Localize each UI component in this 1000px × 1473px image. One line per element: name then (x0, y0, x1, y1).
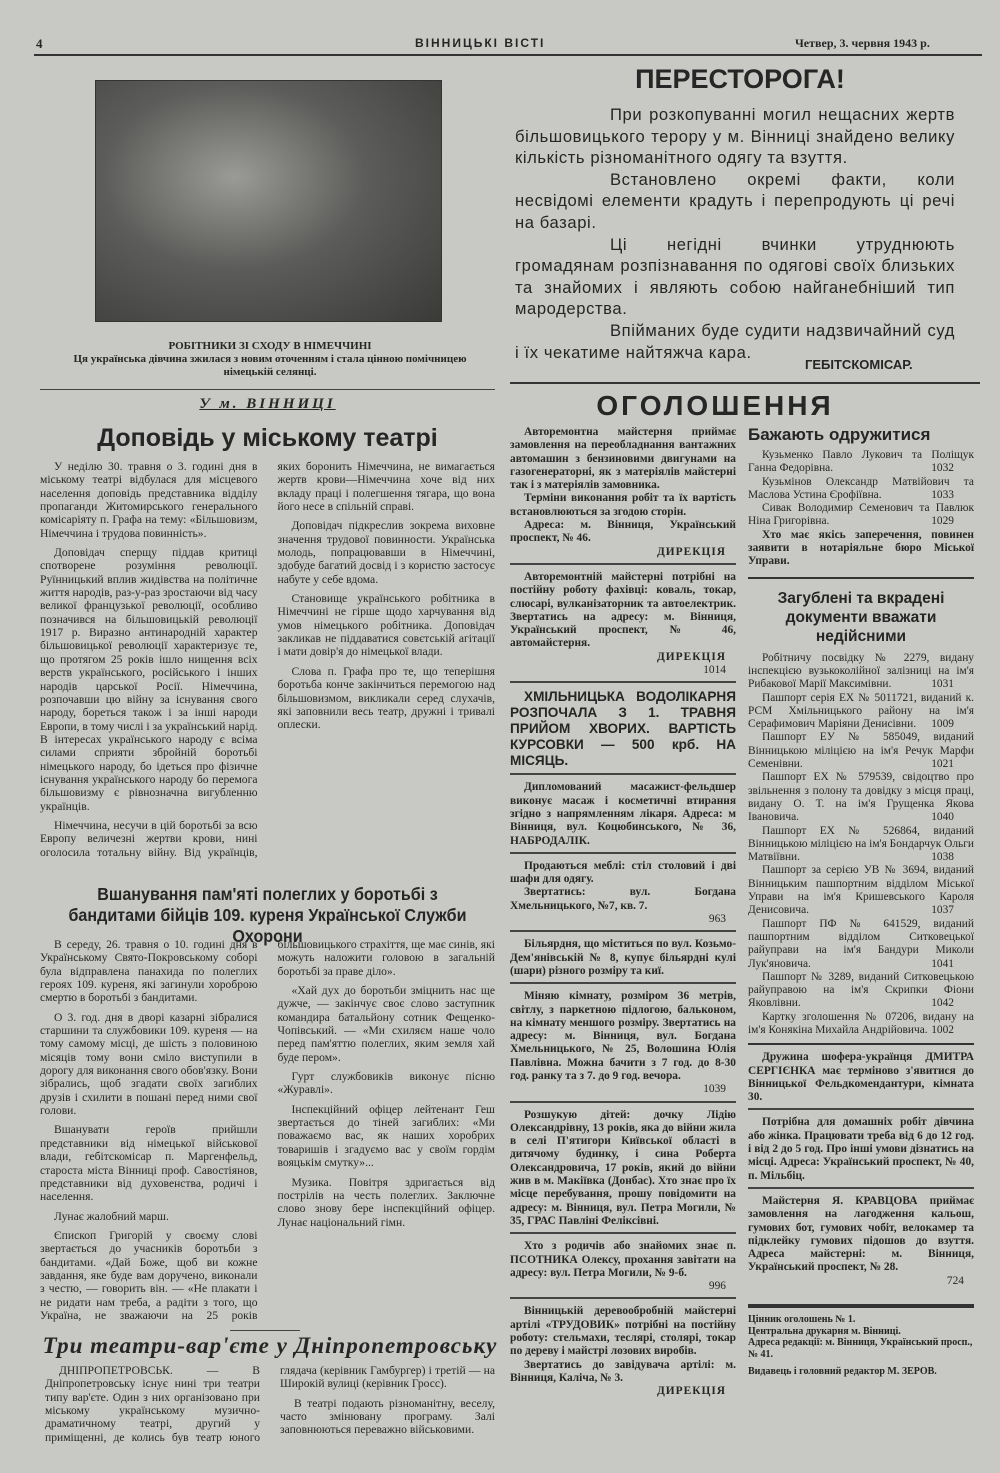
entry-number: 1031 (931, 678, 954, 691)
notice-entry (748, 449, 974, 476)
notice-entry (748, 502, 974, 529)
entry-number: 1038 (931, 851, 954, 864)
ad-number: 963 (708, 913, 726, 926)
ad-text: Хто з родичів або знайомих знає п. ПСОТНИКА Олексу, прохання завітати на адресу: вул. Петра Могили, № 9-б. (510, 1240, 736, 1279)
ad-block (510, 1103, 736, 1235)
newspaper-title: ВІННИЦЬКІ ВІСТІ (415, 36, 546, 50)
imprint (748, 1314, 974, 1360)
ad-signature: ДИРЕКЦІЯ (656, 1385, 726, 1398)
entry-text: Пашпорт ПФ № 641529, виданий пашпортним відділом Ситковецької райуправи на ім'я Бандури Миколи Лук'яновича. (748, 917, 974, 970)
ad-block (510, 932, 736, 984)
ad-text: Потрібна для домашніх робіт дівчина або жінка. Працювати треба від 6 до 12 год. і від 2 до 5 год. Про інші умови дізнатись на місці. Адреса: Український проспект, № 40, п. Мільбіц. (748, 1116, 974, 1182)
ad-block (748, 1045, 974, 1110)
warning-body (515, 104, 955, 363)
entry-text: Пашпорт ЕХ № 579539, свідоцтво про звільнення з полону та довідку з місця праці, видану О. Т. на ім'я Грущенка Якова Івановича. (748, 771, 974, 824)
entry-text: Кузьмінов Олександр Матвійович та Маслова Устина Єрофіївна. (748, 475, 974, 501)
warning-signature: ГЕБІТСКОМІСАР. (805, 357, 913, 372)
paragraph: Цінник оголошень № 1. (748, 1314, 856, 1326)
ad-text: Дипломований масажист-фельдшер виконує масаж і косметичні втирання згідно з напрямленням лікаря. Адреса: м Вінниця, вул. Коцюбинського, № 36, НАБРОДАЛІК. (510, 781, 736, 847)
photo-caption (50, 340, 490, 379)
ad-block (510, 775, 736, 853)
entry-text: Сивак Володимир Семенович та Павлюк Ніна Григорівна. (748, 502, 974, 528)
entry-text: Пашпорт за серією УВ № 3694, виданий Вінницьким пашпортним відділом Міської Управи на ім'я Кришевського Кароля Денисовича. (748, 864, 974, 917)
ad-number: 1014 (703, 664, 726, 677)
entry-text: Пашпорт ЕХ № 526864, виданий Вінницькою міліцією на ім'я Бондарчук Ольги Матвіївни. (748, 824, 974, 864)
ad-number: 1039 (703, 1083, 726, 1096)
entry-text: Пашпорт № 3289, виданий Ситковецькою райуправою на ім'я Скрипки Фіони Яковлівни. (748, 970, 974, 1010)
imprint-editor: Видавець і головний редактор М. ЗЕРОВ. (748, 1366, 937, 1378)
lost-docs-list (748, 652, 974, 1046)
entry-number: 1042 (931, 997, 954, 1010)
ad-text: Звертатись до завідувача артілі: м. Вінниця, Каліча, № 3. (510, 1358, 736, 1384)
ad-block (748, 1110, 974, 1188)
notice-entry (748, 825, 974, 865)
notice-entry (748, 918, 974, 971)
paragraph: Становище українського робітника в Німеччині не гірше щодо харчування від умов німецького робітника. Доповідач закликав не піддаватися совєтській агітації і мати довір'я до німецької влади. (277, 592, 495, 659)
ads-column-middle (510, 420, 736, 1403)
notice-entry (748, 971, 974, 1011)
section-rule (510, 382, 980, 384)
ad-signature: ДИРЕКЦІЯ (656, 545, 726, 558)
imprint-rule (748, 1304, 974, 1308)
ad-text: Авторемонтній майстерні потрібні на постійну роботу фахівці: коваль, токар, слюсарі, вулканізаторник та автоелектрик. Звертатись на адресу: м. Вінниця, Український проспект, № 46, автомайстерня. (510, 570, 736, 650)
entry-text: Картку зголошення № 07206, видану на ім'я Конякіна Михайла Андрійовича. (748, 1010, 974, 1036)
ad-block (748, 1189, 974, 1292)
paragraph: Впійманих буде судити надзвичайний суд і їх чекатиме найтяжча кара. (515, 320, 955, 362)
caption-text: Ця українська дівчина зжилася з новим оточенням і стала цінною помічницею німецькій селянці. (73, 353, 467, 378)
entry-number: 1037 (931, 904, 954, 917)
paragraph: Встановлено окремі факти, коли несвідомі елементи крадуть і перепродують ці речі на базарі. (515, 169, 955, 232)
header-rule (34, 54, 982, 56)
notice-entry (748, 1011, 974, 1038)
ad-block (510, 420, 736, 565)
ad-number: 724 (946, 1274, 964, 1287)
paragraph: Адреса редакції: м. Вінниця, Український просп., № 41. (748, 1337, 973, 1360)
entry-number: 1033 (931, 488, 954, 501)
article-title: Доповідь у міському театрі (97, 424, 438, 452)
lost-docs-title: Загублені та вкрадені документи вважати недійсними (777, 589, 945, 645)
entry-number: 1009 (931, 718, 954, 731)
paragraph: При розкопуванні могил нещасних жертв більшовицького терору у м. Вінниці знайдено велику кількість різноманітного одягу та взуття. (515, 105, 955, 168)
ad-text: Авторемонтна майстерня приймає замовлення на переобладнання вантажних автомашин з бензиновими двигунами на газогенераторні, як з матеріялів майстерні так і з матеріялів замовника. (510, 426, 736, 492)
ad-block (510, 1299, 736, 1402)
notice-entry (748, 692, 974, 732)
entry-number: 1002 (931, 1023, 954, 1036)
ad-text: Вінницькій деревообробній майстерні артілі «ТРУДОВИК» потрібні на постійну роботу: стельмахи, теслярі, столярі, токар по дереву і майстрі лозових виробів. (510, 1305, 736, 1358)
ad-signature: ДИРЕКЦІЯ (656, 650, 726, 663)
article-title: Три театри-вар'єте у Дніпропетровську (42, 1333, 498, 1358)
paragraph: «Хай дух до боротьби зміцнить нас ще дужче, — закінчує своє слово заступник командира батальйону сотник Фещенко-Чопівський. — «Ми схиляєм наше чоло перед пам'яттю полеглих, яким земля хай буде пером». (277, 984, 495, 1064)
paragraph: У неділю 30. травня о 3. годині дня в міському театрі відбулася для місцевого населення доповідь представника відділу пропаганди Житомирського генерального комісаріяту п. Графа на тему: «Більшовизм, Німеччина і трудова повинність». (40, 460, 258, 540)
paragraph: Німеччина, несучи в цій боротьбі за всю Европу величезні жертви крови, нині оголосила тотальну війну. Від українців, яких боронить Німеччина, не вимагається жертв крови—Німеччина хоче від них вкладу праці і полегшення тягара, що вона його несе в спільній справі. (40, 460, 495, 859)
entry-text: Кузьменко Павло Лукович та Поліщук Ганна Федорівна. (748, 449, 974, 475)
section-rule (40, 389, 495, 390)
notice-entry (748, 771, 974, 824)
caption-title: РОБІТНИКИ ЗІ СХОДУ В НІМЕЧЧИНІ (168, 340, 372, 352)
notice-entry (748, 864, 974, 917)
entry-number: 1041 (931, 957, 954, 970)
ad-text: Міняю кімнату, розміром 36 метрів, світлу, з паркетною підлогою, бальконом, на кімнату меншого розміру. Звертатись на адресу: м. Вінниця, вул. Богдана Хмельницького, № 25, Волошина Юлія Павлівна. Можна бачити з 7 год. до 8-30 год. ранку та з 7. до 9 год. вечора. (510, 990, 736, 1082)
paragraph: В театрі подають різноманітну, веселу, часто змінювану програму. Залі заповнюються переважно військовими. (280, 1396, 495, 1437)
paragraph: Музика. Повітря здригається від пострілів на честь полеглих. Заключне слово знову бере інспекційний офіцер. Лунає національний гімн. (277, 1175, 495, 1229)
paragraph: Доповідач сперщу піддав критиці спотворене розуміння революції. Руїнницький вплив жидівства на політичне життя народів, раз-у-раз зростаючи від часу великої французької революції, особливо позначився на більшовицькій революції 1917 р. Виразно антинародній характер більшовицької революції характеризує те, що протягом 25 років ішло нищення всіх верств українського, російського і інших народів царської Росії. Німеччина, розпочавши цю війну за існування свого народу, бореться також і за інші народи Европи, в тому числі і за український нарід. В інтересах українського народу є всіма силами сприяти збройній боротьбі німецького народу, бо ідеться про фізичне існування українського народу бо перемога більшовизму є рівнозначна вигубленню українців. (40, 546, 258, 813)
paragraph: О 3. год. дня в дворі казарні зібралися старшини та службовики 109. куреня — на тому самому місці, де шість з половиною місяців тому вони сміло виступили в дорогу для виконання свого обов'язку. Вони зібрались, щоб згадати своїх загиблих друзів і схилити в пошані перед ними свої голови. (40, 1010, 258, 1118)
ad-block (510, 683, 736, 775)
paragraph: Вшанувати героїв прийшли представники від німецької військової влади, гебітскомісар п. Маргенфельд, староста міста Вінниці проф. Савостіянов, представники від духовенства, родичі і населення. (40, 1123, 258, 1204)
entry-text: Пашпорт серія ЕХ № 5011721, виданий к. РСМ Хмільницького району на ім'я Серафимович Маріяни Денисівни. (748, 691, 974, 731)
entry-number: 1029 (931, 515, 954, 528)
paragraph: Єпископ Григорій у своєму слові звертається до учасників боротьби з бандитами. «Дай Боже, щоб ви кожне завдання, яке буде вам доручено, виконали з честю, — говорить він. — «Не плакати і не ридати нам треба, а радіти з того, що Україна, не зважаючи на 25 років більшовицького страхіття, ще має синів, які можуть наложити головою в загальній боротьбі за праве діло». (40, 938, 495, 1322)
ad-text: Дружина шофера-українця ДМИТРА СЕРГІЄНКА має терміново з'явитися до Вінницької Фельдкомендантури, кімната 30. (748, 1051, 974, 1104)
ad-block (510, 984, 736, 1102)
marriage-list (748, 449, 974, 529)
notice-entry (748, 476, 974, 503)
photo (95, 80, 442, 322)
ad-text: Розшукую дітей: дочку Лідію Олександрівну, 13 років, яка до війни жила в селі П'ятигори Київської області в дитячому будинку, і сина Роберта Олександровича, 17 років, який до війни жив в м. Макіївка (Донбас). Хто знає про їх місце перебування, прошу повідомити на адресу: м. Вінниця, вул. Петра Могили, № 35, ГРАС Павліні Феліксівні. (510, 1108, 736, 1227)
section-kicker: У м. ВІННИЦІ (199, 396, 336, 412)
article-body (45, 1364, 495, 1464)
article-body (40, 460, 495, 870)
paragraph: Лунає жалобний марш. (54, 1209, 169, 1223)
ad-block (510, 565, 736, 683)
ad-block (510, 854, 736, 932)
article-title: Вшанування пам'яті полеглих у боротьбі з бандитами бійців 109. куреня Української Служби Охорони (68, 884, 467, 946)
section-rule (230, 1330, 300, 1331)
entry-number: 1032 (931, 462, 954, 475)
ad-text: Продаються меблі: стіл столовий і дві шафи для одягу. (510, 859, 736, 886)
entry-number: 1040 (931, 811, 954, 824)
ad-text: Більярдня, що міститься по вул. Козьмо-Дем'янівській № 8, купує більярдні кулі (шари) різного розміру та киї. (510, 938, 736, 977)
paragraph: Гурт службовиків виконує пісню «Журавлі». (277, 1070, 495, 1097)
notice-entry (748, 731, 974, 771)
entry-text: Пашпорт ЕУ № 585049, виданий Вінницькою міліцією на ім'я Речук Марфи Семенівни. (748, 731, 974, 771)
ads-title: ОГОЛОШЕННЯ (596, 390, 834, 421)
paragraph: В середу, 26. травня о 10. годині дня в Українському Свято-Покровському соборі була відправлена панахида по полеглих героях 109. куреня, які загинули хороброю смертю в боротьбі з бандитами. (40, 938, 258, 1005)
paragraph: Слова п. Графа про те, що теперішня боротьба конче закінчиться перемогою над більшовизмом, викликали серед слухачів, які заповнили весь театр, дружні і тривалі оплески. (277, 664, 495, 732)
ads-right-list (748, 1045, 974, 1292)
issue-date: Четвер, 3. червня 1943 р. (795, 36, 930, 50)
ad-text: Звертатись: вул. Богдана Хмельницького, №7, кв. 7. (510, 886, 736, 912)
marriage-title: Бажають одружитися (748, 425, 931, 444)
ad-block (510, 1234, 736, 1299)
ad-text: Терміни виконання робіт та їх вартість встановлюються за згодою сторін. (510, 492, 736, 518)
paragraph: Інспекційний офіцер лейтенант Геш звертається до тіней загиблих: «Ми поважаємо вас, як наших хоробрих товаришів і згадуємо вас у своїм гордім вояцькім смутку»... (277, 1102, 495, 1170)
marriage-note: Хто має якісь заперечення, повинен заявити в нотаріяльне бюро Міської Управи. (748, 529, 974, 579)
notice-entry (748, 652, 974, 692)
paragraph: Ці негідні вчинки утруднюють громадянам розпізнавання по одягові своїх близьких та знайомих і являють собою найганебніший тип мародерства. (515, 234, 955, 319)
ad-text: ХМІЛЬНИЦЬКА ВОДОЛІКАРНЯ РОЗПОЧАЛА З 1. ТРАВНЯ ПРИЙОМ ХВОРИХ. ВАРТІСТЬ КУРСОВКИ — 500 крб. НА МІСЯЦЬ. (510, 689, 736, 769)
warning-title: ПЕРЕСТОРОГА! (635, 64, 845, 94)
paragraph: Центральна друкарня м. Вінниці. (748, 1325, 901, 1337)
paragraph: Доповідач підкреслив зокрема виховне значення трудової повинности. Українська молодь, попрацювавши в Німеччині, здобуде багатий досвід і з користю застосує набуте у себе вдома. (277, 519, 495, 586)
ad-text: Адреса: м. Вінниця, Український проспект, № 46. (510, 519, 736, 545)
ad-number: 996 (708, 1280, 726, 1293)
page-number: 4 (36, 36, 43, 51)
ad-text: Майстерня Я. КРАВЦОВА приймає замовлення на лагодження кальош, гумових бот, гумових чобіт, велокамер та підклейку гумових підошов до взуття. Адреса майстерні: м. Вінниця, Український проспект, № 28. (748, 1194, 974, 1274)
article-body (40, 938, 495, 1323)
paragraph: ДНІПРОПЕТРОВСЬК. — В Дніпропетровську існує нині три театри типу вар'єте. Один з них організовано при міському українському музично-драматичному театрі, другий у приміщенні, де колись був театр юного глядача (керівник Гамбургер) і третій — на Широкій вулиці (керівник Гросс). (45, 1364, 495, 1444)
entry-number: 1021 (931, 758, 954, 771)
ads-column-right (748, 425, 974, 1377)
entry-text: Робітничу посвідку № 2279, видану інспекцією вузькоколійної залізниці на ім'я Рибакової Марії Максимівни. (748, 651, 974, 691)
